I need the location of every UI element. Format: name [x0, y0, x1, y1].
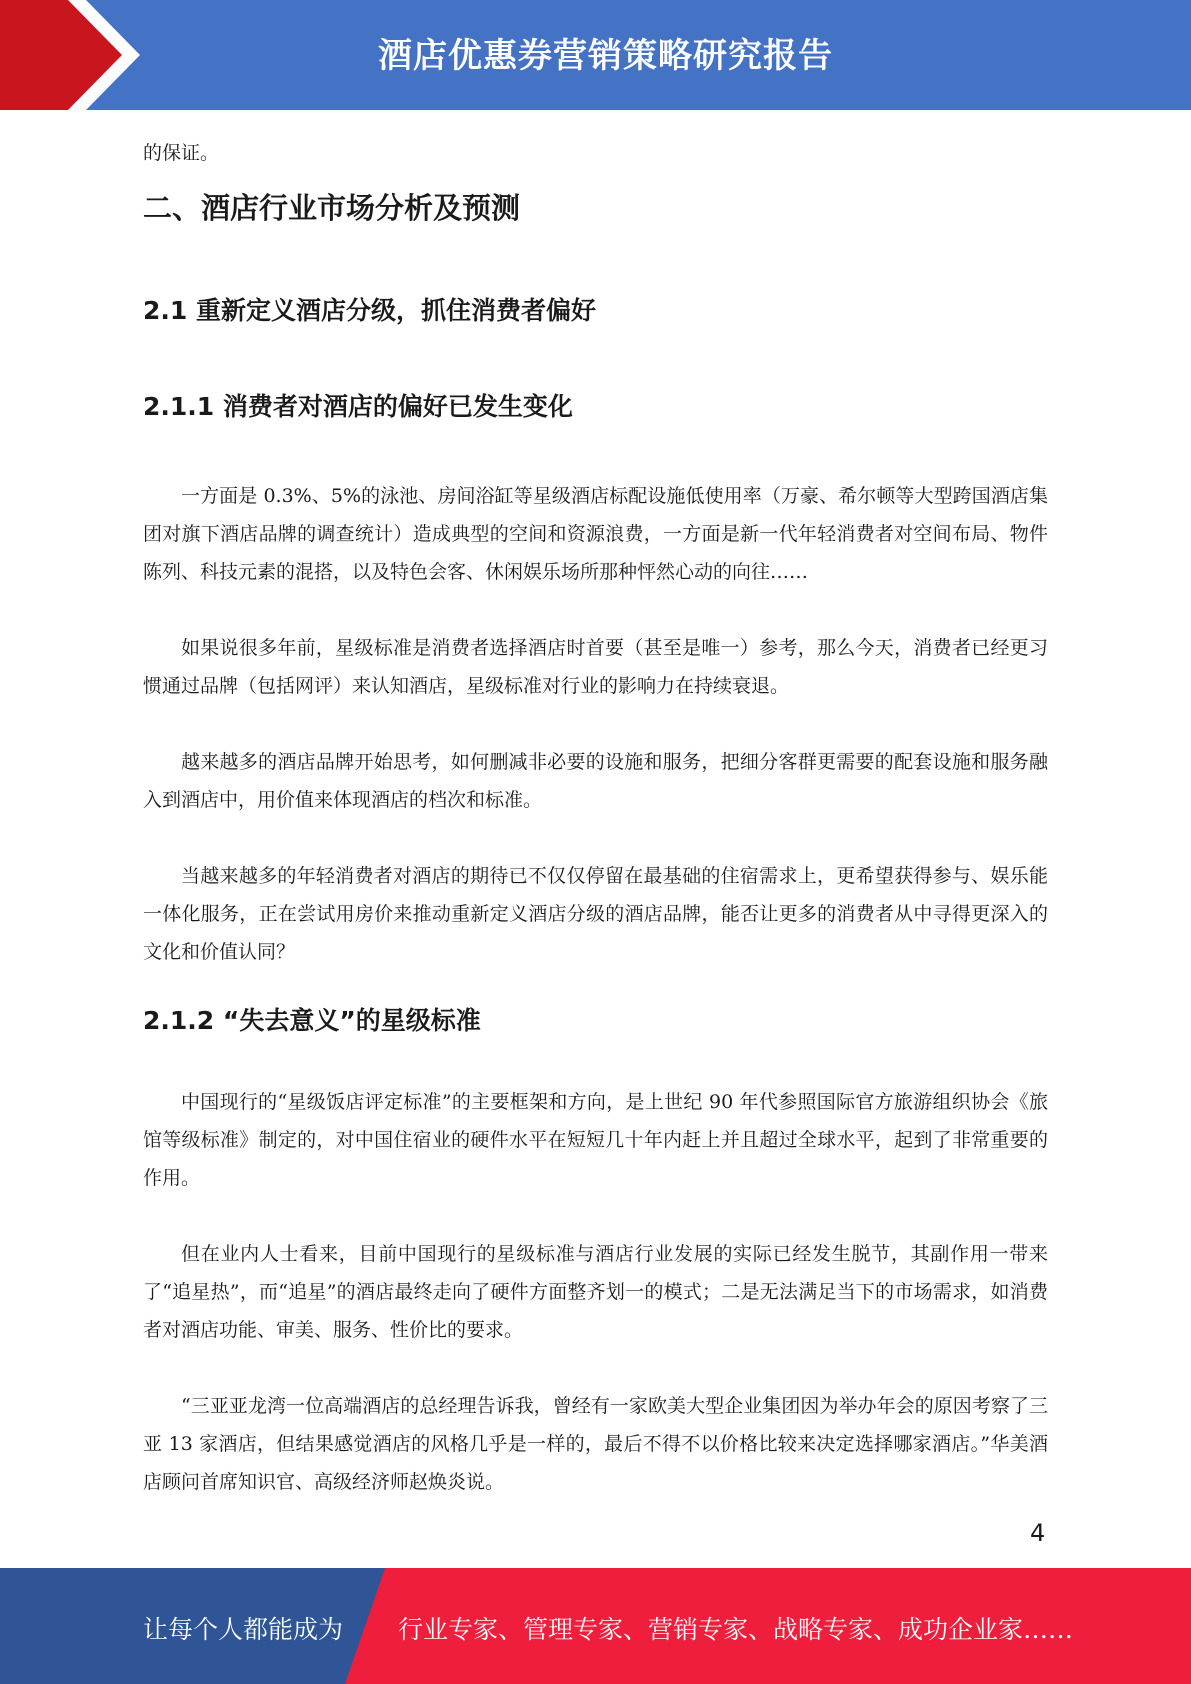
page-number: 4 [1030, 1519, 1046, 1547]
subsubsection-heading: 2.1.2 “失去意义”的星级标准 [143, 1006, 481, 1035]
paragraph: 越来越多的酒店品牌开始思考，如何删减非必要的设施和服务，把细分客群更需要的配套设施和服务融入到酒店中，用价值来体现酒店的档次和标准。 [143, 751, 1048, 811]
section-heading: 二、酒店行业市场分析及预测 [143, 191, 521, 225]
subsection-heading: 2.1 重新定义酒店分级，抓住消费者偏好 [143, 296, 596, 325]
footer-bar [0, 1568, 1191, 1684]
subsubsection-heading: 2.1.1 消费者对酒店的偏好已发生变化 [143, 392, 573, 421]
paragraph: 如果说很多年前，星级标准是消费者选择酒店时首要（甚至是唯一）参考，那么今天，消费者已经更习惯通过品牌（包括网评）来认知酒店，星级标准对行业的影响力在持续衰退。 [143, 637, 1048, 697]
paragraph: 一方面是 0.3%、5%的泳池、房间浴缸等星级酒店标配设施低使用率（万豪、希尔顿等大型跨国酒店集团对旗下酒店品牌的调查统计）造成典型的空间和资源浪费，一方面是新一代年轻消费者对空间布局、物件陈列、科技元素的混搭，以及特色会客、休闲娱乐场所那种怦然心动的向往…… [143, 485, 1048, 583]
paragraph: 当越来越多的年轻消费者对酒店的期待已不仅仅停留在最基础的住宿需求上，更希望获得参与、娱乐能一体化服务，正在尝试用房价来推动重新定义酒店分级的酒店品牌，能否让更多的消费者从中寻得更深入的文化和价值认同？ [143, 865, 1048, 963]
header-bar [0, 0, 1191, 110]
paragraph: 但在业内人士看来，目前中国现行的星级标准与酒店行业发展的实际已经发生脱节，其副作用一带来了“追星热”，而“追星”的酒店最终走向了硬件方面整齐划一的模式；二是无法满足当下的市场需求，如消费者对酒店功能、审美、服务、性价比的要求。 [143, 1243, 1048, 1341]
footer-slogan: 让每个人都能成为 [143, 1615, 344, 1644]
document-body [143, 120, 1048, 1501]
paragraph: “三亚亚龙湾一位高端酒店的总经理告诉我，曾经有一家欧美大型企业集团因为举办年会的原因考察了三亚 13 家酒店，但结果感觉酒店的风格几乎是一样的，最后不得不以价格比较来决定选择哪家酒店。”华美酒店顾问首席知识官、高级经济师赵焕炎说。 [143, 1395, 1048, 1493]
page-title: 酒店优惠券营销策略研究报告 [378, 36, 833, 76]
footer-tagline: 行业专家、管理专家、营销专家、战略专家、成功企业家…… [398, 1615, 1074, 1644]
paragraph: 中国现行的“星级饭店评定标准”的主要框架和方向，是上世纪 90 年代参照国际官方旅游组织协会《旅馆等级标准》制定的，对中国住宿业的硬件水平在短短几十年内赶上并且超过全球水平，起到了非常重要的作用。 [143, 1091, 1048, 1189]
lead-text: 的保证。 [143, 142, 220, 164]
